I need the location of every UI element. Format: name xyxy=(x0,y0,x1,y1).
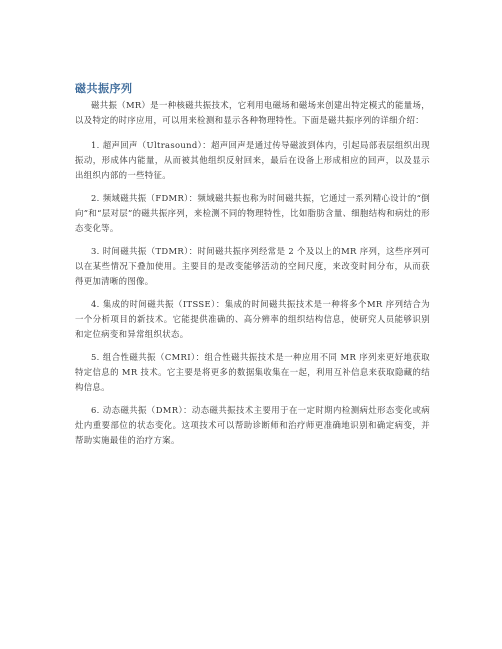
document-title: 磁共振序列 xyxy=(75,82,133,95)
list-item: 1. 超声回声（Ultrasound）：超声回声是通过传导磁波到体内，引起局部表层组织出现振动，形成体内能量，从而被其他组织反射回来，最后在设备上形成相应的回声，以及显示出组织内部的一些特征。 xyxy=(75,140,430,180)
list-item: 5. 组合性磁共振（CMRI）：组合性磁共振技术是一种应用不同 MR 序列来更好地获取特定信息的 MR 技术。它主要是将更多的数据集收集在一起，利用互补信息来获取隐藏的结构信息。 xyxy=(75,352,430,392)
document-body xyxy=(75,98,430,456)
intro-paragraph: 磁共振（MR）是一种核磁共振技术，它利用电磁场和磁场来创建出特定模式的能量场，以及特定的时序应用，可以用来检测和显示各种物理特性。下面是磁共振序列的详细介绍： xyxy=(75,100,430,125)
list-item: 2. 频域磁共振（FDMR）：频域磁共振也称为时间磁共振，它通过一系列精心设计的“倒向”和“层对层”的磁共振序列，来检测不同的物理特性，比如脂肪含量、细胞结构和病灶的形态变化等。 xyxy=(75,193,430,233)
list-item: 4. 集成的时间磁共振（ITSSE）：集成的时间磁共振技术是一种将多个MR 序列结合为一个分析项目的新技术。它能提供准确的、高分辨率的组织结构信息，使研究人员能够识别和定位病变和异常组织状态。 xyxy=(75,299,430,339)
list-item: 6. 动态磁共振（DMR）：动态磁共振技术主要用于在一定时期内检测病灶形态变化或病灶内重要部位的状态变化。这项技术可以帮助诊断师和治疗师更准确地识别和确定病变，并帮助实施最佳的治疗方案。 xyxy=(75,405,430,445)
list-item: 3. 时间磁共振（TDMR）：时间磁共振序列经常是 2 个及以上的MR 序列，这些序列可以在某些情况下叠加使用。主要目的是改变能够活动的空间尺度，来改变时间分布，从而获得更加清晰的图像。 xyxy=(75,246,430,286)
